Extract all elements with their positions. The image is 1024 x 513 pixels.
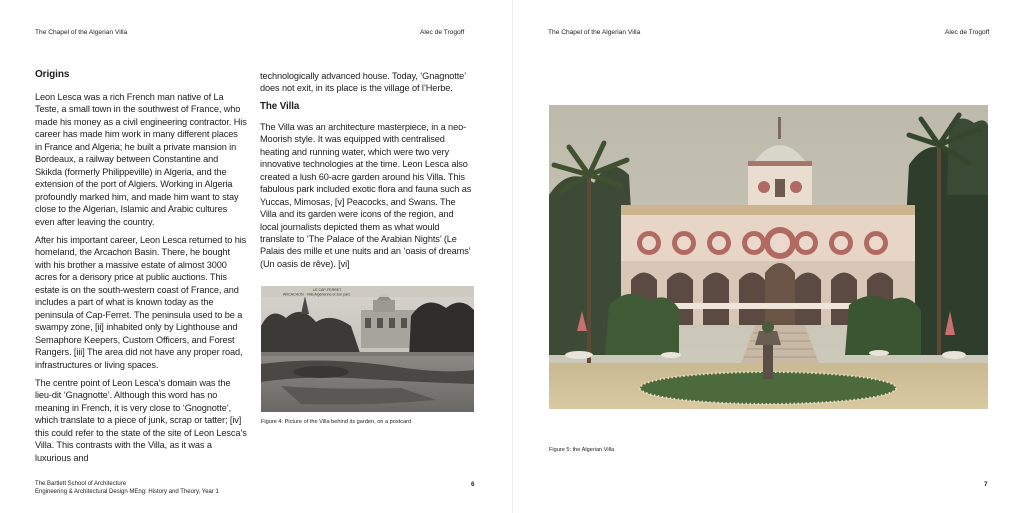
running-header-title: The Chapel of the Algerian Villa bbox=[35, 29, 128, 36]
page-number-left: 6 bbox=[471, 481, 475, 488]
section-heading-origins: Origins bbox=[35, 69, 70, 80]
running-header-title: The Chapel of the Algerian Villa bbox=[548, 29, 641, 36]
paragraph: technologically advanced house. Today, ‘Gnagnotte’ does not exit, in its place is the village of l’Herbe. bbox=[260, 71, 466, 94]
page-number-right: 7 bbox=[984, 481, 988, 488]
text-column-1 bbox=[35, 69, 247, 470]
running-header-author: Alec de Trogoff bbox=[945, 29, 990, 36]
figure-5-villa-photo bbox=[549, 105, 988, 409]
footer-line-1: The Bartlett School of Architecture bbox=[35, 481, 127, 487]
figure-4-postcard-photo bbox=[261, 286, 474, 412]
postcard-print-line1: LE CAP-FERRET bbox=[313, 288, 342, 292]
section-heading-villa: The Villa bbox=[260, 100, 300, 112]
right-page bbox=[512, 0, 1024, 513]
postcard-print-line2: ARCACHON · Villa Algérienne et son parc bbox=[283, 292, 351, 297]
paragraph: Leon Lesca was a rich French man native of La Teste, a small town in the southwest of France, who made his money as a civil engineering contractor. His career has made him work in many different places in France and Algeria; he built a private mansion in Bordeaux, a railway between Constantine and Skikda (formerly Philippeville) in Algeria, and the extension of the port of Algiers. Working in Algeria profoundly marked him, and made him want to stay close to the Algerian, Islamic and Arabic cultures even after leaving the country. bbox=[35, 92, 247, 227]
paragraph: The Villa was an architecture masterpiece, in a neo-Moorish style. It was equipped with centralised heating and running water, which were two very innovative technologies at the time. Leon Lesca also created a lush 60-acre garden around his Villa. This fabulous park included exotic flora and fauna such as Yuccas, Mimosas, [v] Peacocks, and Swans. The Villa and its garden were icons of the region, and local journalists depicted them as what would translate to ‘The Palace of the Arabian Nights’ (Le Palais des mille et une nuits and an ‘oasis of dreams’ (Un oasis de rêve). [vi] bbox=[260, 121, 472, 269]
paragraph: After his important career, Leon Lesca returned to his homeland, the Arcachon Basin. There, he bought with his brother a massive estate of almost 3000 acres for a derisory price at public auctions. This estate is on the south-western coast of France, and includes a part of what is known today as the peninsula of Cap-Ferret. The peninsula used to be a swampy zone, [ii] inhabited only by Lighthouse and Semaphore Keepers, Custom Officers, and Forest Rangers. [iii] The area did not have any proper road, infrastructures or living spaces. bbox=[35, 234, 247, 370]
paragraph: The centre point of Leon Lesca’s domain was the lieu-dit ‘Gnagnotte’. Although this word has no meaning in French, it is very close to ‘Gnognotte’, which translate to a piece of junk, scrap or tatter; [iv] this could refer to the state of the site of Leon Lesca’s Villa. This contrasts with the Villa, as it was a luxurious and bbox=[35, 377, 247, 463]
footer-line-2: Engineering & Architectural Design MEng: History and Theory, Year 1 bbox=[35, 488, 219, 495]
running-header-author: Alec de Trogoff bbox=[420, 29, 465, 36]
footer-school bbox=[35, 481, 219, 496]
figure-5-caption: Figure 5: the Algerian Villa bbox=[549, 447, 615, 453]
text-column-2 bbox=[260, 70, 474, 276]
figure-4-caption: Figure 4: Picture of the Villa behind its garden, on a postcard bbox=[261, 419, 412, 425]
